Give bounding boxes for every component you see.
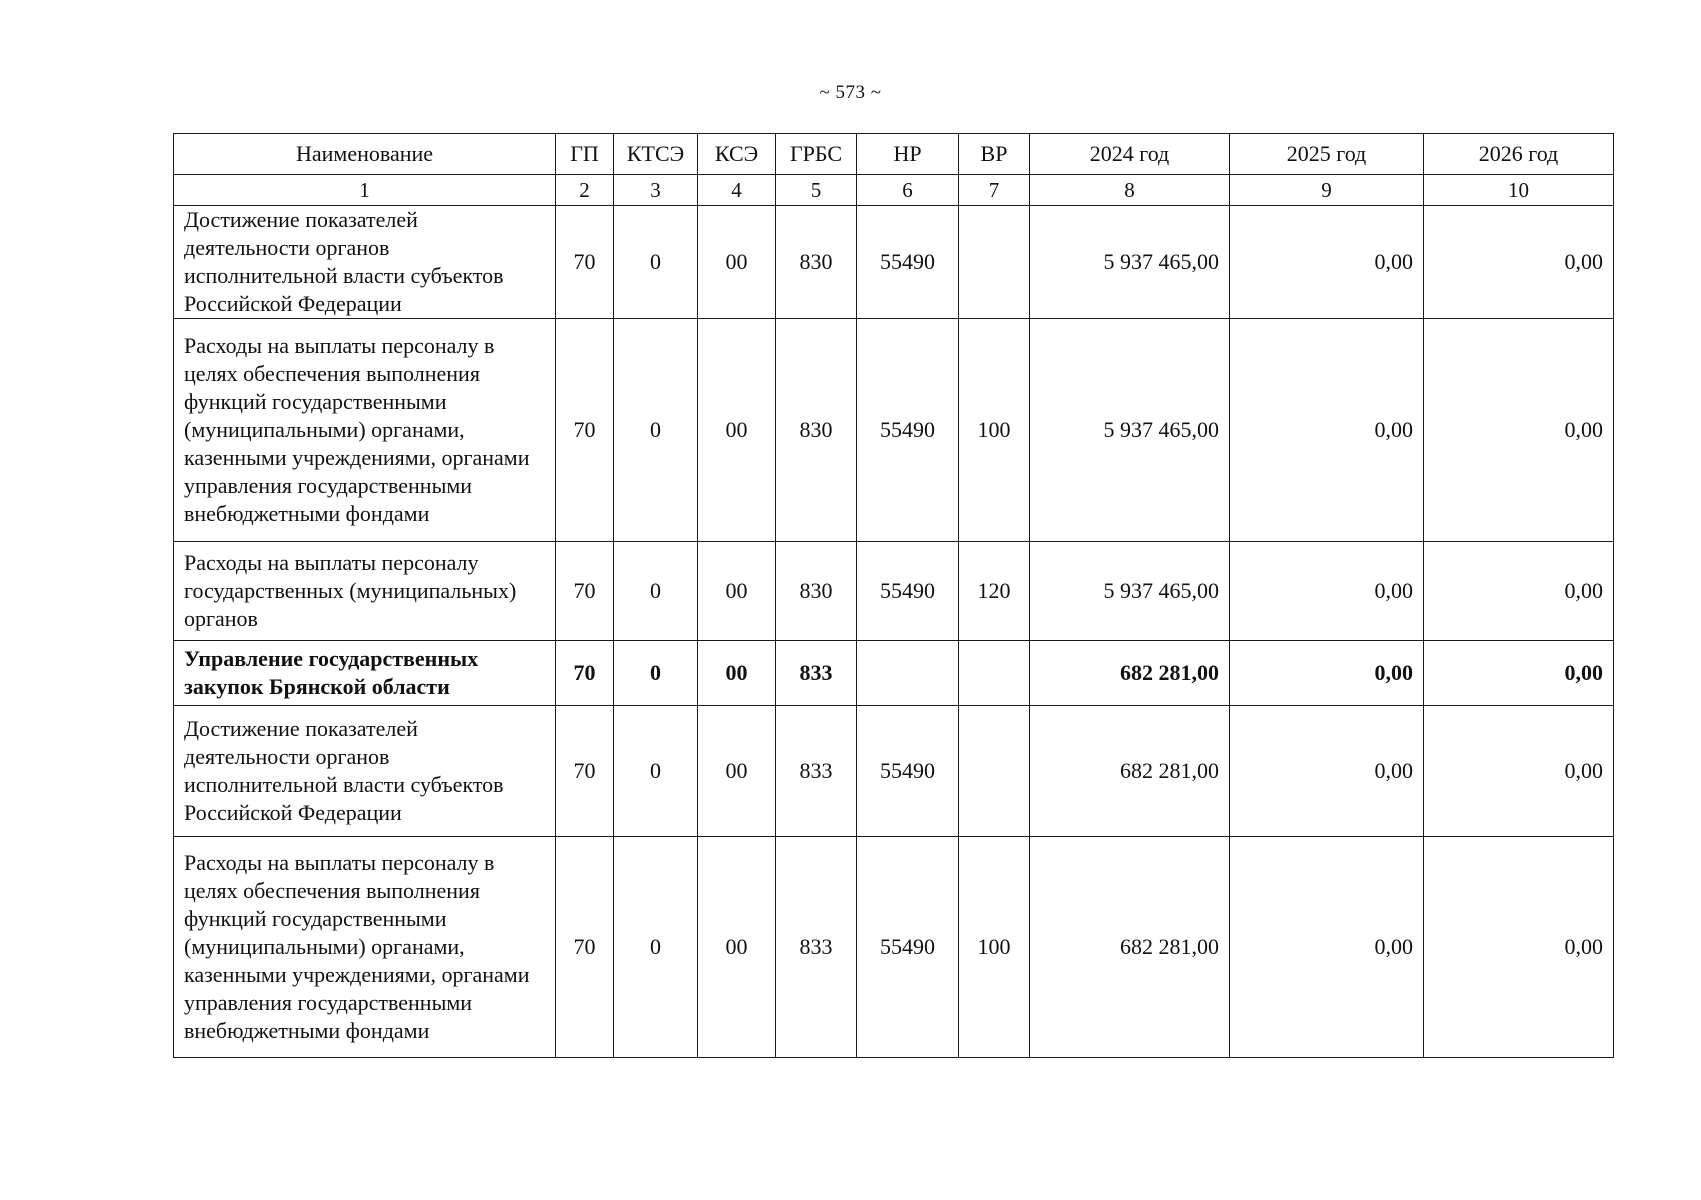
row-2025: 0,00	[1230, 319, 1424, 542]
row-name: Расходы на выплаты персоналу в целях обеспечения выполнения функций государственными (муниципальными) органами, казенными учреждениями, органами управления государственными внебюджетными фондами	[174, 837, 556, 1058]
row-2025: 0,00	[1230, 542, 1424, 641]
row-2025: 0,00	[1230, 641, 1424, 706]
header-vr: ВР	[959, 134, 1030, 175]
row-2026: 0,00	[1424, 206, 1614, 319]
row-kse: 00	[698, 319, 776, 542]
row-nr: 55490	[857, 542, 959, 641]
header-ktse: КТСЭ	[614, 134, 698, 175]
column-number: 10	[1424, 175, 1614, 206]
row-nr: 55490	[857, 319, 959, 542]
row-gp: 70	[556, 542, 614, 641]
table-row-bold	[174, 641, 1614, 706]
header-grbs: ГРБС	[776, 134, 857, 175]
budget-table	[173, 133, 1614, 1058]
row-gp: 70	[556, 319, 614, 542]
row-grbs: 830	[776, 542, 857, 641]
table-row	[174, 706, 1614, 837]
row-2026: 0,00	[1424, 641, 1614, 706]
row-nr: 55490	[857, 706, 959, 837]
row-ktse: 0	[614, 837, 698, 1058]
table-body	[174, 206, 1614, 1058]
column-number: 5	[776, 175, 857, 206]
header-nr: НР	[857, 134, 959, 175]
table-row	[174, 319, 1614, 542]
row-gp: 70	[556, 706, 614, 837]
row-nr: 55490	[857, 837, 959, 1058]
column-number: 7	[959, 175, 1030, 206]
header-kse: КСЭ	[698, 134, 776, 175]
row-ktse: 0	[614, 706, 698, 837]
row-name: Управление государственных закупок Брянской области	[174, 641, 556, 706]
row-grbs: 830	[776, 319, 857, 542]
row-vr	[959, 641, 1030, 706]
row-grbs: 830	[776, 206, 857, 319]
column-number-row	[174, 175, 1614, 206]
row-vr: 100	[959, 837, 1030, 1058]
header-name: Наименование	[174, 134, 556, 175]
column-number: 2	[556, 175, 614, 206]
table-row	[174, 837, 1614, 1058]
row-kse: 00	[698, 641, 776, 706]
row-vr: 120	[959, 542, 1030, 641]
header-gp: ГП	[556, 134, 614, 175]
row-name: Достижение показателей деятельности органов исполнительной власти субъектов Российской Федерации	[174, 706, 556, 837]
row-grbs: 833	[776, 706, 857, 837]
row-vr	[959, 206, 1030, 319]
row-name: Достижение показателей деятельности органов исполнительной власти субъектов Российской Федерации	[174, 206, 556, 319]
header-2025: 2025 год	[1230, 134, 1424, 175]
row-name: Расходы на выплаты персоналу в целях обеспечения выполнения функций государственными (муниципальными) органами, казенными учреждениями, органами управления государственными внебюджетными фондами	[174, 319, 556, 542]
row-nr: 55490	[857, 206, 959, 319]
row-ktse: 0	[614, 542, 698, 641]
column-number: 6	[857, 175, 959, 206]
column-number: 1	[174, 175, 556, 206]
row-2025: 0,00	[1230, 206, 1424, 319]
column-number: 8	[1030, 175, 1230, 206]
row-2024: 5 937 465,00	[1030, 319, 1230, 542]
row-grbs: 833	[776, 837, 857, 1058]
row-nr	[857, 641, 959, 706]
row-gp: 70	[556, 641, 614, 706]
row-kse: 00	[698, 706, 776, 837]
row-grbs: 833	[776, 641, 857, 706]
row-2024: 682 281,00	[1030, 706, 1230, 837]
row-ktse: 0	[614, 319, 698, 542]
row-ktse: 0	[614, 206, 698, 319]
row-2026: 0,00	[1424, 542, 1614, 641]
row-vr	[959, 706, 1030, 837]
column-number: 9	[1230, 175, 1424, 206]
row-2026: 0,00	[1424, 706, 1614, 837]
table-header	[174, 134, 1614, 206]
row-ktse: 0	[614, 641, 698, 706]
row-vr: 100	[959, 319, 1030, 542]
row-2026: 0,00	[1424, 837, 1614, 1058]
row-name: Расходы на выплаты персоналу государственных (муниципальных) органов	[174, 542, 556, 641]
row-2024: 682 281,00	[1030, 641, 1230, 706]
row-2024: 682 281,00	[1030, 837, 1230, 1058]
page-number: ~ 573 ~	[819, 82, 882, 103]
table-row	[174, 206, 1614, 319]
row-kse: 00	[698, 542, 776, 641]
table-row	[174, 542, 1614, 641]
header-row	[174, 134, 1614, 175]
row-2025: 0,00	[1230, 706, 1424, 837]
column-number: 4	[698, 175, 776, 206]
row-kse: 00	[698, 206, 776, 319]
column-number: 3	[614, 175, 698, 206]
row-2024: 5 937 465,00	[1030, 542, 1230, 641]
header-2026: 2026 год	[1424, 134, 1614, 175]
row-2026: 0,00	[1424, 319, 1614, 542]
row-kse: 00	[698, 837, 776, 1058]
row-2024: 5 937 465,00	[1030, 206, 1230, 319]
row-2025: 0,00	[1230, 837, 1424, 1058]
row-gp: 70	[556, 206, 614, 319]
row-gp: 70	[556, 837, 614, 1058]
header-2024: 2024 год	[1030, 134, 1230, 175]
